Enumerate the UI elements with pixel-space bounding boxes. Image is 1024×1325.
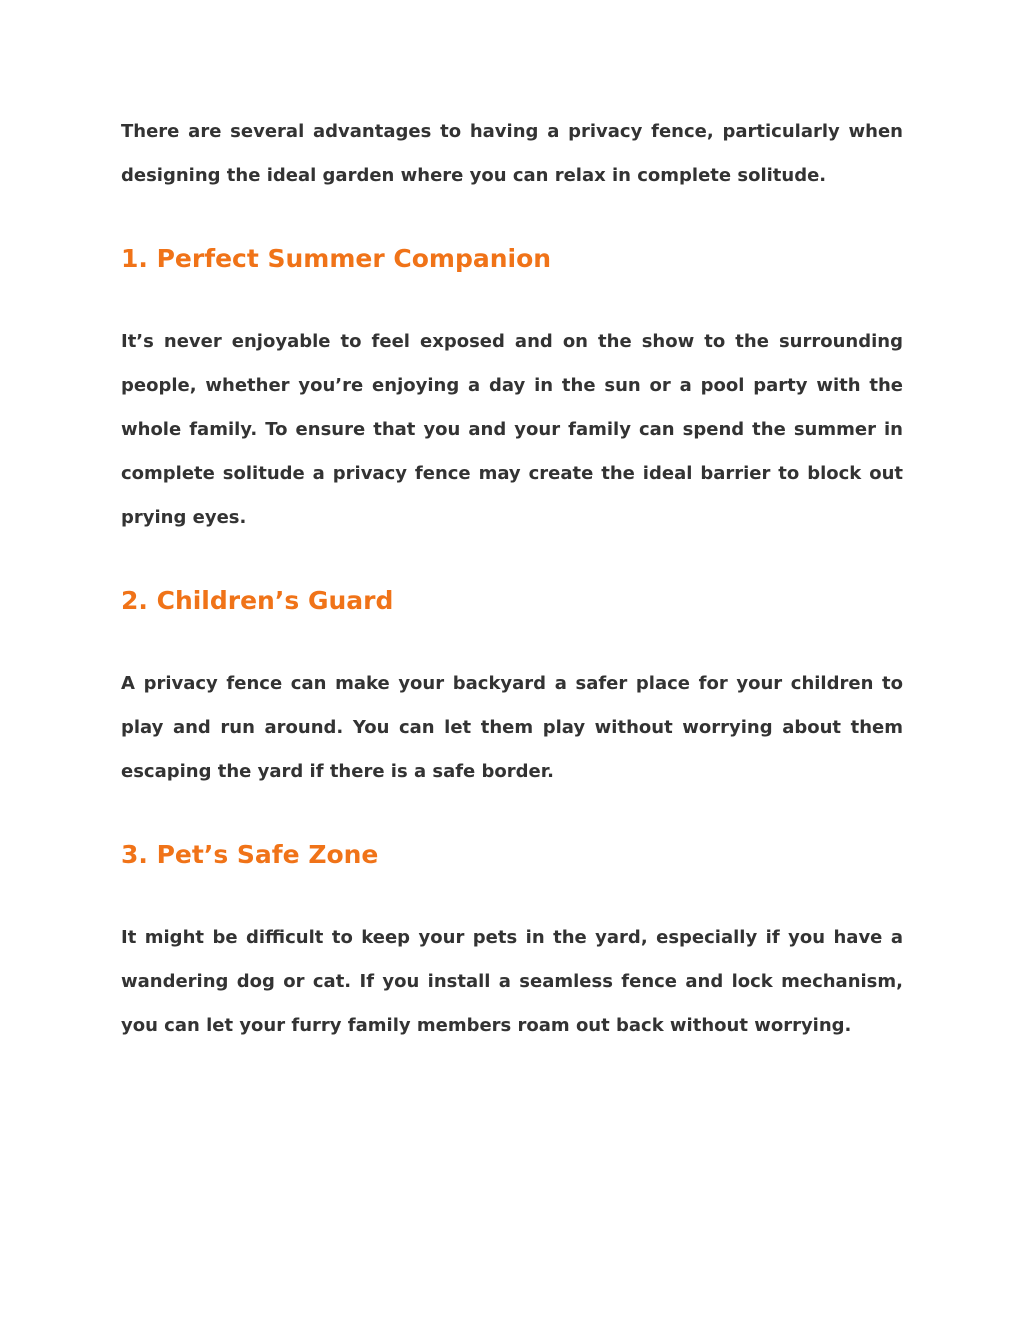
section-heading-childrens-guard: 2. Children’s Guard [121,586,394,615]
section-body-pets-safe-zone: It might be difficult to keep your pets in the yard, especially if you have a wandering dog or cat. If you install a seamless fence and lock mechanism, you can let your furry family members roam out back without worrying. [121,927,903,1036]
intro-paragraph: There are several advantages to having a privacy fence, particularly when designing the ideal garden where you can relax in complete solitude. [121,121,903,186]
section-heading-summer-companion: 1. Perfect Summer Companion [121,244,552,273]
document-page [121,110,903,1048]
section-body-summer-companion: It’s never enjoyable to feel exposed and on the show to the surrounding people, whether you’re enjoying a day in the sun or a pool party with the whole family. To ensure that you and your family can spend the summer in complete solitude a privacy fence may create the ideal barrier to block out prying eyes. [121,331,903,528]
section-body-childrens-guard: A privacy fence can make your backyard a safer place for your children to play and run around. You can let them play without worrying about them escaping the yard if there is a safe border. [121,673,903,782]
section-heading-pets-safe-zone: 3. Pet’s Safe Zone [121,840,379,869]
